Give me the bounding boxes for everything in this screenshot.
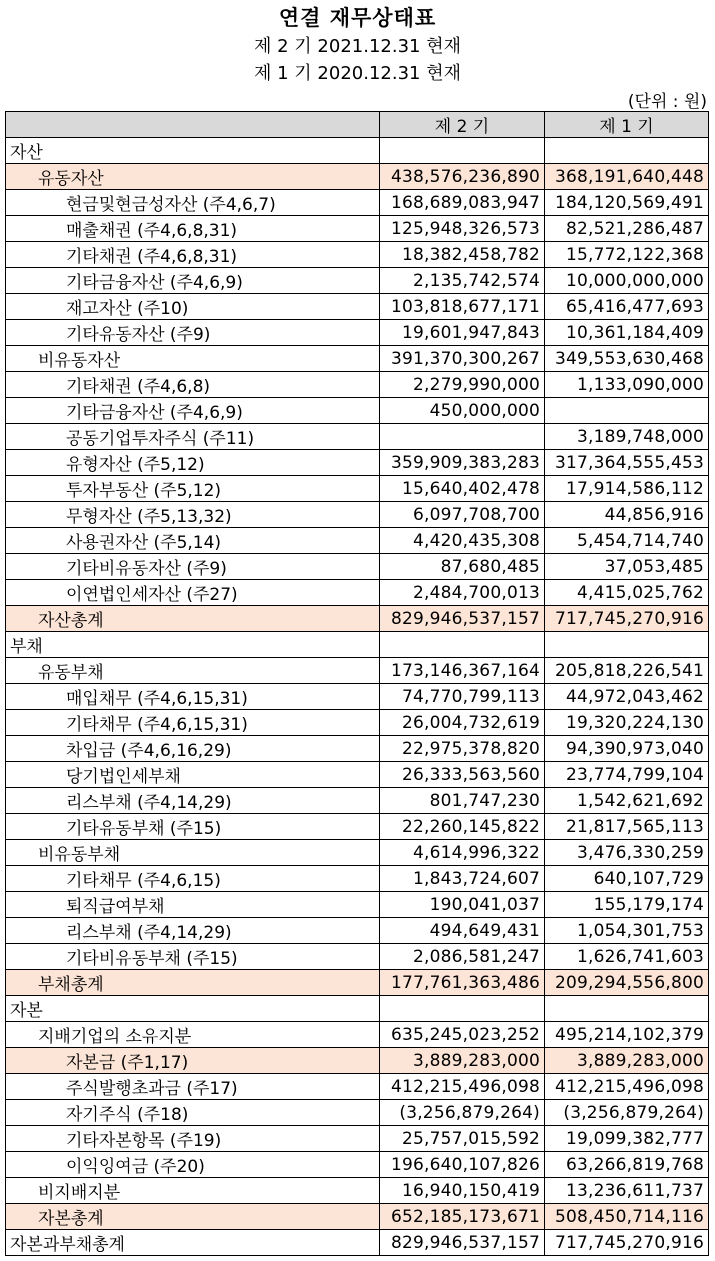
row-label: 이연법인세자산 (주27) (6, 580, 380, 606)
row-label: 부채 (6, 632, 380, 658)
amount-prior: 37,053,485 (545, 554, 709, 580)
row-label: 유동부채 (6, 658, 380, 684)
amount-current (380, 138, 545, 164)
table-row (6, 1178, 709, 1204)
amount-prior: 10,000,000,000 (545, 268, 709, 294)
amount-current: 19,601,947,843 (380, 320, 545, 346)
table-row (6, 1204, 709, 1230)
amount-prior: 19,099,382,777 (545, 1126, 709, 1152)
amount-current: 26,004,732,619 (380, 710, 545, 736)
row-label: 비유동자산 (6, 346, 380, 372)
amount-prior: 3,189,748,000 (545, 424, 709, 450)
amount-prior: 3,889,283,000 (545, 1048, 709, 1074)
amount-current: 450,000,000 (380, 398, 545, 424)
amount-prior (545, 996, 709, 1022)
row-label: 주식발행초과금 (주17) (6, 1074, 380, 1100)
table-row (6, 242, 709, 268)
table-row (6, 1048, 709, 1074)
amount-current (380, 424, 545, 450)
amount-prior: 44,972,043,462 (545, 684, 709, 710)
table-row (6, 554, 709, 580)
row-label: 무형자산 (주5,13,32) (6, 502, 380, 528)
amount-prior (545, 398, 709, 424)
amount-current: 22,260,145,822 (380, 814, 545, 840)
row-label: 기타비유동부채 (주15) (6, 944, 380, 970)
amount-current: 494,649,431 (380, 918, 545, 944)
table-row (6, 502, 709, 528)
amount-current: 26,333,563,560 (380, 762, 545, 788)
table-row (6, 294, 709, 320)
row-label: 매입채무 (주4,6,15,31) (6, 684, 380, 710)
amount-current: 190,041,037 (380, 892, 545, 918)
table-row (6, 606, 709, 632)
table-row (6, 736, 709, 762)
table-row (6, 658, 709, 684)
table-row (6, 190, 709, 216)
balance-sheet-table (5, 111, 709, 1256)
table-row (6, 1230, 709, 1256)
table-row (6, 788, 709, 814)
amount-current: 15,640,402,478 (380, 476, 545, 502)
row-label: 차입금 (주4,6,16,29) (6, 736, 380, 762)
table-row (6, 632, 709, 658)
amount-current: 829,946,537,157 (380, 606, 545, 632)
row-label: 기타채권 (주4,6,8) (6, 372, 380, 398)
row-label: 기타비유동자산 (주9) (6, 554, 380, 580)
amount-prior: 717,745,270,916 (545, 1230, 709, 1256)
amount-current: 173,146,367,164 (380, 658, 545, 684)
amount-prior: 368,191,640,448 (545, 164, 709, 190)
table-row (6, 840, 709, 866)
amount-prior: 15,772,122,368 (545, 242, 709, 268)
amount-prior: 13,236,611,737 (545, 1178, 709, 1204)
row-label: 기타금융자산 (주4,6,9) (6, 268, 380, 294)
table-row (6, 684, 709, 710)
row-label: 기타금융자산 (주4,6,9) (6, 398, 380, 424)
table-row (6, 1074, 709, 1100)
row-label: 자본총계 (6, 1204, 380, 1230)
table-row (6, 216, 709, 242)
amount-prior: 10,361,184,409 (545, 320, 709, 346)
amount-current: 18,382,458,782 (380, 242, 545, 268)
statement-header (0, 0, 715, 110)
amount-prior: 349,553,630,468 (545, 346, 709, 372)
period-prior: 제 1 기 2020.12.31 현재 (254, 63, 461, 84)
amount-current: 359,909,383,283 (380, 450, 545, 476)
table-row (6, 138, 709, 164)
amount-prior: 209,294,556,800 (545, 970, 709, 996)
amount-current: 16,940,150,419 (380, 1178, 545, 1204)
row-label: 자산총계 (6, 606, 380, 632)
row-label: 비지배지분 (6, 1178, 380, 1204)
amount-current: 2,484,700,013 (380, 580, 545, 606)
table-row (6, 944, 709, 970)
table-row (6, 1126, 709, 1152)
row-label: 기타자본항목 (주19) (6, 1126, 380, 1152)
table-row (6, 424, 709, 450)
table-row (6, 450, 709, 476)
row-label: 이익잉여금 (주20) (6, 1152, 380, 1178)
row-label: 퇴직급여부채 (6, 892, 380, 918)
amount-prior: 1,542,621,692 (545, 788, 709, 814)
amount-prior: 1,626,741,603 (545, 944, 709, 970)
amount-prior: 508,450,714,116 (545, 1204, 709, 1230)
table-row (6, 762, 709, 788)
row-label: 리스부채 (주4,14,29) (6, 788, 380, 814)
table-row (6, 164, 709, 190)
amount-current (380, 632, 545, 658)
row-label: 당기법인세부채 (6, 762, 380, 788)
header-current-period: 제 2 기 (380, 112, 545, 138)
amount-prior (545, 632, 709, 658)
amount-prior: 155,179,174 (545, 892, 709, 918)
amount-current: 74,770,799,113 (380, 684, 545, 710)
table-row (6, 892, 709, 918)
amount-prior: 717,745,270,916 (545, 606, 709, 632)
amount-current: 652,185,173,671 (380, 1204, 545, 1230)
amount-prior: 495,214,102,379 (545, 1022, 709, 1048)
row-label: 리스부채 (주4,14,29) (6, 918, 380, 944)
row-label: 매출채권 (주4,6,8,31) (6, 216, 380, 242)
table-row (6, 268, 709, 294)
row-label: 재고자산 (주10) (6, 294, 380, 320)
amount-prior: (3,256,879,264) (545, 1100, 709, 1126)
amount-current: 177,761,363,486 (380, 970, 545, 996)
amount-current: 412,215,496,098 (380, 1074, 545, 1100)
amount-current: 196,640,107,826 (380, 1152, 545, 1178)
amount-current: (3,256,879,264) (380, 1100, 545, 1126)
amount-current: 25,757,015,592 (380, 1126, 545, 1152)
row-label: 기타채권 (주4,6,8,31) (6, 242, 380, 268)
amount-prior: 19,320,224,130 (545, 710, 709, 736)
page-title: 연결 재무상태표 (278, 6, 437, 30)
table-header-row (6, 112, 709, 138)
row-label: 사용권자산 (주5,14) (6, 528, 380, 554)
amount-prior: 640,107,729 (545, 866, 709, 892)
row-label: 유형자산 (주5,12) (6, 450, 380, 476)
row-label: 비유동부채 (6, 840, 380, 866)
table-row (6, 320, 709, 346)
amount-current: 103,818,677,171 (380, 294, 545, 320)
amount-prior: 65,416,477,693 (545, 294, 709, 320)
amount-prior: 412,215,496,098 (545, 1074, 709, 1100)
amount-current: 4,420,435,308 (380, 528, 545, 554)
table-row (6, 710, 709, 736)
table-row (6, 1022, 709, 1048)
amount-current: 2,135,742,574 (380, 268, 545, 294)
amount-current: 391,370,300,267 (380, 346, 545, 372)
amount-prior: 184,120,569,491 (545, 190, 709, 216)
amount-current: 2,086,581,247 (380, 944, 545, 970)
amount-prior: 3,476,330,259 (545, 840, 709, 866)
row-label: 지배기업의 소유지분 (6, 1022, 380, 1048)
table-row (6, 866, 709, 892)
table-row (6, 346, 709, 372)
amount-prior: 1,054,301,753 (545, 918, 709, 944)
amount-current: 168,689,083,947 (380, 190, 545, 216)
amount-prior: 23,774,799,104 (545, 762, 709, 788)
table-row (6, 996, 709, 1022)
row-label: 자본금 (주1,17) (6, 1048, 380, 1074)
amount-prior: 94,390,973,040 (545, 736, 709, 762)
row-label: 현금및현금성자산 (주4,6,7) (6, 190, 380, 216)
amount-prior: 82,521,286,487 (545, 216, 709, 242)
row-label: 기타유동부채 (주15) (6, 814, 380, 840)
amount-prior: 5,454,714,740 (545, 528, 709, 554)
table-row (6, 1152, 709, 1178)
amount-prior: 44,856,916 (545, 502, 709, 528)
amount-current: 6,097,708,700 (380, 502, 545, 528)
table-row (6, 814, 709, 840)
table-row (6, 918, 709, 944)
amount-current: 2,279,990,000 (380, 372, 545, 398)
table-row (6, 476, 709, 502)
table-row (6, 1100, 709, 1126)
amount-prior: 21,817,565,113 (545, 814, 709, 840)
amount-prior: 4,415,025,762 (545, 580, 709, 606)
amount-current: 87,680,485 (380, 554, 545, 580)
header-label-column (6, 112, 380, 138)
row-label: 유동자산 (6, 164, 380, 190)
table-row (6, 528, 709, 554)
amount-prior: 63,266,819,768 (545, 1152, 709, 1178)
row-label: 자기주식 (주18) (6, 1100, 380, 1126)
table-row (6, 372, 709, 398)
amount-current: 438,576,236,890 (380, 164, 545, 190)
amount-prior: 17,914,586,112 (545, 476, 709, 502)
table-body (6, 138, 709, 1256)
row-label: 기타채무 (주4,6,15,31) (6, 710, 380, 736)
amount-current: 4,614,996,322 (380, 840, 545, 866)
period-current: 제 2 기 2021.12.31 현재 (254, 36, 461, 57)
row-label: 기타채무 (주4,6,15) (6, 866, 380, 892)
header-prior-period: 제 1 기 (545, 112, 709, 138)
row-label: 자본 (6, 996, 380, 1022)
amount-prior: 205,818,226,541 (545, 658, 709, 684)
row-label: 기타유동자산 (주9) (6, 320, 380, 346)
row-label: 자산 (6, 138, 380, 164)
row-label: 공동기업투자주식 (주11) (6, 424, 380, 450)
row-label: 자본과부채총계 (6, 1230, 380, 1256)
amount-current: 3,889,283,000 (380, 1048, 545, 1074)
unit-label: (단위 : 원) (627, 92, 707, 112)
table-row (6, 970, 709, 996)
amount-prior (545, 138, 709, 164)
table-row (6, 398, 709, 424)
amount-current: 22,975,378,820 (380, 736, 545, 762)
row-label: 투자부동산 (주5,12) (6, 476, 380, 502)
amount-prior: 1,133,090,000 (545, 372, 709, 398)
amount-current: 125,948,326,573 (380, 216, 545, 242)
amount-prior: 317,364,555,453 (545, 450, 709, 476)
amount-current (380, 996, 545, 1022)
amount-current: 829,946,537,157 (380, 1230, 545, 1256)
table-row (6, 580, 709, 606)
row-label: 부채총계 (6, 970, 380, 996)
amount-current: 801,747,230 (380, 788, 545, 814)
amount-current: 1,843,724,607 (380, 866, 545, 892)
amount-current: 635,245,023,252 (380, 1022, 545, 1048)
